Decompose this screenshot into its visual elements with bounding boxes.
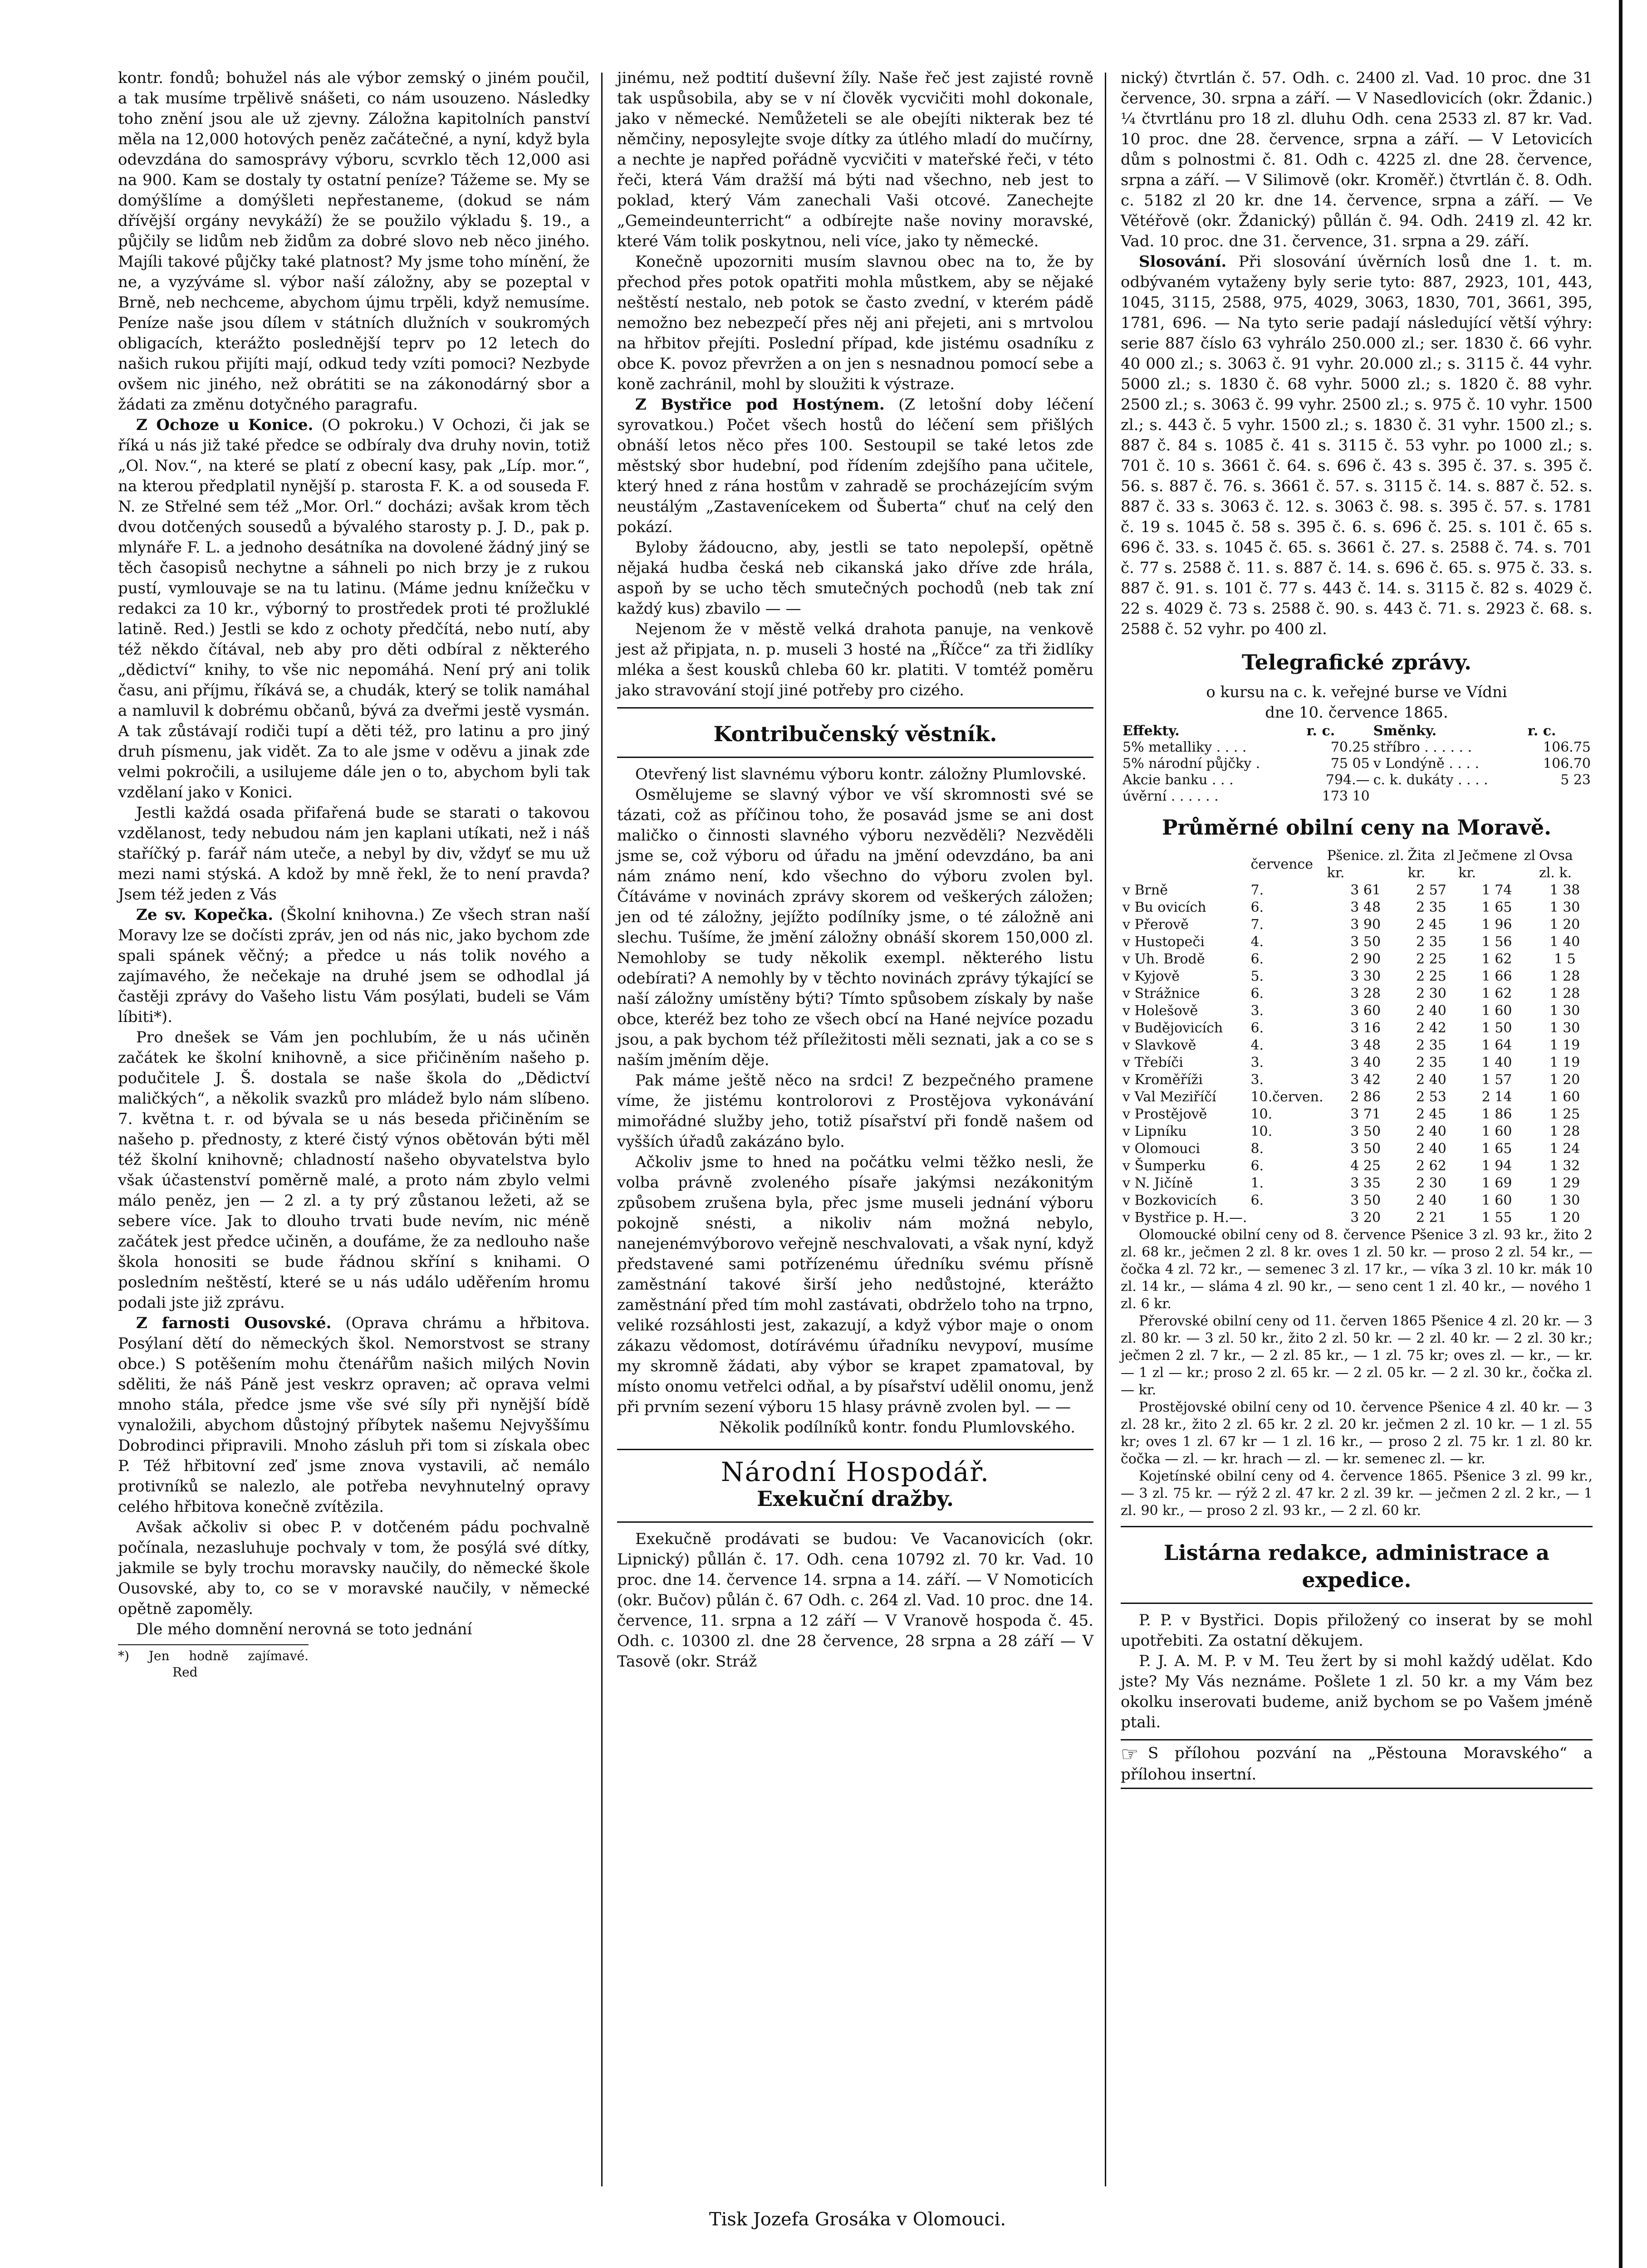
- table-cell: 1 30: [1549, 1003, 1580, 1019]
- article-slosovani: [1121, 252, 1593, 640]
- table-cell: 1 28: [1549, 1124, 1580, 1139]
- table-row: [1121, 1123, 1593, 1140]
- table-row: [1121, 968, 1593, 985]
- table-cell: 1 28: [1549, 968, 1580, 984]
- table-row: [1121, 985, 1593, 1002]
- table-cell: 1 60: [1481, 1124, 1512, 1139]
- table-cell: 2 45: [1416, 1106, 1446, 1122]
- article-heading: Z Ochoze u Konice.: [136, 416, 314, 434]
- table-cell: 1 60: [1481, 1003, 1512, 1019]
- table-cell: 6.: [1250, 899, 1264, 915]
- article-text: Otevřený list slavnému výboru kontr. záložny Plumlovské.: [635, 765, 1087, 783]
- footnote: [118, 1644, 309, 1681]
- table-cell: 1 28: [1549, 986, 1580, 1002]
- section-title: Kontribučenský věstník.: [713, 722, 997, 746]
- article-kopecek: [118, 905, 590, 1027]
- table-cell: 6.: [1250, 1020, 1264, 1036]
- table-cell: v Kroměříži: [1123, 1072, 1203, 1088]
- table-cell: [1249, 1209, 1325, 1227]
- table-cell: 1 69: [1481, 1175, 1512, 1191]
- table-cell: 1 20: [1549, 917, 1580, 933]
- table-cell: 5 23: [1560, 772, 1591, 788]
- table-header-cell: r. c.: [1527, 723, 1556, 739]
- table-cell: v Budějovicích: [1123, 1020, 1223, 1036]
- table-cell: 5% národní půjčky .: [1123, 756, 1260, 772]
- table-row: [1121, 788, 1593, 805]
- table-cell: 1 29: [1549, 1175, 1580, 1191]
- table-header-cell: Ovsa zl. k.: [1539, 848, 1573, 881]
- table-cell: 10.červen.: [1250, 1089, 1323, 1105]
- table-cell: v Bozkovicích: [1123, 1193, 1217, 1208]
- table-cell: 2 57: [1416, 882, 1446, 898]
- table-row: [1121, 1209, 1593, 1227]
- table-header-cell: Pšenice. zl. kr.: [1327, 848, 1404, 881]
- article-body: Při slosování úvěrních losů dne 1. t. m. odbývaném vytaženy byly serie tyto: 887, 2923, 101, 443, 1045, 3115, 2588, 975, 4029, 3063, 1830, 701, 3661, 395, 1781, 696. — Na tyto serie padají následující větší výhry: serie 887 číslo 63 vyhrálo 250.000 zl.; ser. 1830 č. 66 vyhr. 40 000 zl.; s. 3063 č. 91 vyhr. 20.000 zl.; s. 3115 č. 44 vyhr. 5000 zl.; s. 1830 č. 68 vyhr. 5000 zl.; s. 1820 č. 88 vyhr. 2500 zl.; s. 3063 č. 99 vyhr. 2500 zl.; s. 975 č. 10 vyhr. 1500 zl.; s. 443 č. 5 vyhr. 1500 zl.; s. 1830 č. 31 vyhr. 1500 zl.; s. 887 č. 84 s. 1085 č. 41 s. 3115 č. 53 vyhr. po 1000 zl.; s. 701 č. 10 s. 3661 č. 64. s. 696 č. 43 s. 395 č. 37. s. 395 č. 56. s. 887 č. 76. s. 3661 č. 57. s. 3115 č. 14. s. 887 č. 52. s. 887 č. 33 s. 3063 č. 12. s. 3063 č. 98. s. 395 č. 57. s. 1781 č. 19 s. 1045 č. 58 s. 395 č. 6. s. 696 č. 25. s. 101 č. 65 s. 696 č. 33. s. 1045 č. 65. s. 3661 č. 27. s. 2588 č. 74. s. 701 č. 77 s. 2588 č. 11. s. 887 č. 14. s. 696 č. 65. s. 975 č. 33. s. 887 č. 91. s. 101 č. 77 s. 443 č. 14. s. 3115 č. 82 s. 4029 č. 22 s. 4029 č. 73 s. 2588 č. 90. s. 443 č. 71. s. 2923 č. 68. s. 2588 č. 52 vyhr. po 400 zl.: [1121, 253, 1593, 638]
- table-cell: 1 62: [1481, 951, 1512, 967]
- prostejov-prices: Prostějovské obilní ceny od 10. července Pšenice 4 zl. 40 kr. — 3 zl. 28 kr., žito 2 zl. 65 kr. 2 zl. 20 kr. ječmen 2 zl. 10 kr. — 1 zl. 55 kr; oves 1 zl. 67 kr — 1 zl. 16 kr., — proso 2 zl. 75 kr. 1 zl. 80 kr. čočka — zl. — kr. hrach — zl. — kr. semenec zl. — kr.: [1121, 1399, 1593, 1467]
- table-cell: 1 65: [1481, 899, 1512, 915]
- table-row: [1121, 1089, 1593, 1106]
- table-row: [1121, 1020, 1593, 1037]
- table-cell: v Slavkově: [1123, 1037, 1196, 1053]
- table-row: [1121, 1158, 1593, 1175]
- table-cell: 1 96: [1481, 917, 1512, 933]
- national-economy-box: [617, 1449, 1093, 1523]
- table-cell: 7.: [1250, 917, 1264, 933]
- article-text: Nejenom že v městě velká drahota panuje, na venkově jest až připjata, n. p. museli 3 hosté na „Říčce“ za tři židlíky mléka a šest kousků chleba 60 kr. platiti. V tomtéž poměru jako stravování stojí jiné potřeby pro cizého.: [617, 620, 1093, 699]
- column-rule-1: [601, 73, 603, 2186]
- table-cell: v Strážnice: [1123, 986, 1200, 1002]
- table-header-cell: Žita zl kr.: [1407, 848, 1455, 881]
- table-cell: 4.: [1250, 934, 1264, 950]
- table-row: [1121, 1140, 1593, 1158]
- article-ochoz: [118, 415, 590, 803]
- table-cell: 3 48: [1350, 1037, 1381, 1053]
- table-cell: 2 62: [1416, 1158, 1446, 1174]
- table-cell: c. k. dukáty . . . .: [1373, 772, 1488, 788]
- table-header: [1121, 847, 1593, 882]
- listarna-item: P. P. v Bystřici. Dopis přiložený co inserat by se mohl upotřebiti. Za ostatní děkujem.: [1121, 1611, 1593, 1650]
- section-title: Telegrafické zprávy.: [1241, 650, 1472, 675]
- table-header-cell: Ječmene zl kr.: [1458, 848, 1535, 881]
- table-cell: v Prostějově: [1123, 1106, 1207, 1122]
- pointing-hand-icon: ☞: [1121, 1742, 1139, 1766]
- article-heading: Z farnosti Ousovské.: [136, 1314, 332, 1332]
- table-cell: 1 25: [1549, 1106, 1580, 1122]
- table-cell: 2 40: [1416, 1072, 1446, 1088]
- table-cell: 1 30: [1549, 1020, 1580, 1036]
- table-cell: 3 50: [1350, 1124, 1381, 1139]
- footnote-text: *) Jen hodně zajímavé.: [118, 1648, 309, 1663]
- table-cell: 3 50: [1350, 934, 1381, 950]
- column-rule-2: [1105, 73, 1106, 2186]
- article-heading: Slosování.: [1139, 253, 1227, 271]
- table-cell: v Bu ovicích: [1123, 899, 1206, 915]
- article-text: Pro dnešek se Vám jen pochlubím, že u nás učiněn začátek ke školní knihovně, a sice přičiněním našeho p. podučitele J. Š. dostala se naše škola do „Dědictví maličkých“, a několik svazků pro mládež bylo nám slíbeno. 7. května t. r. od bývala se u nás beseda přičiněním se našeho p. přednosty, z které čistý výnos obětován býti měl též školní knihovně; chladností našeho obyvatelstva bylo však účastenství poměrně malé, a proto nám zbylo velmi málo peněz, jen — 2 zl. a ty prý zůstanou ležeti, až se sebere více. Jak to dlouho trvati bude nevím, nic méně začátek jest předce učiněn, a doufáme, že za nedlouho naše škola honositi se bude řádnou skříní s knihami. O posledním neštěstí, které se u nás událo uděřením hromu podali jste již zprávu.: [118, 1028, 590, 1312]
- table-cell: 106.75: [1543, 739, 1591, 755]
- column-2: [617, 68, 1093, 1672]
- section-title: Průměrné obilní ceny na Moravě.: [1162, 815, 1552, 840]
- table-row: [1121, 951, 1593, 968]
- table-cell: 2 86: [1350, 1089, 1381, 1105]
- footnote-red: Red: [172, 1665, 198, 1680]
- table-cell: v Londýně . . . .: [1373, 756, 1480, 772]
- article-text: kontr. fondů; bohužel nás ale výbor zemský o jiném poučil, a tak musíme trpělivě snášeti, co nám usouzeno. Následky toho znění jsou ale už zjevny. Záložna kapitolních panství měla na 12,000 hotových peněz začátečné, a nyní, když byla odevzdána do samosprávy výboru, scvrklo těch 12,000 asi na 900. Kam se dostaly ty ostatní peníze? Tážeme se. My se domýšlíme a domýšleti nepřestaneme, (dokud se nám dřívější orgány nevykáží) že se použilo výkladu §. 19., a půjčily se lidům neb židům za dobré slovo neb něco jiného. Majíli takové půjčky také platnost? My jsme toho mínění, že ne, a vyzýváme sl. výbor naší záložny, aby se pozeptal v Brně, neb nechceme, abychom újmu trpěli, když nemusíme. Peníze naše jsou dílem v státních dlužních v soukromých obligacích, kterážto poslednější teprv po 12 letech do našich rukou přijíti mají, odkud tedy vzíti pomoci? Nezbyde ovšem nic jiného, než obrátiti se na zákonodárný sbor a žádati za změnu dotyčného paragrafu.: [118, 69, 590, 414]
- article-text: Ačkoliv jsme to hned na počátku velmi těžko nesli, že volba právně zvoleného písaře jakýmsi nezákonitým způsobem zrušena byla, přec jsme museli jednání výboru pokojně snésti, a nikoliv nám možná nebylo, nanejenémvýborovo veřejně neschvalovati, a však nyní, když představené sami potřízenému úředníku svému přísně zaměstnání takové širší jeho nedůstojné, kterážto zaměstnání před tím mohl zastávati, obdrželo toho na trpno, veliké rozsáhlosti jest, zakazují, a když výbor maje o onom zákazu vědomost, dotírávému úřadníku nevypoví, musíme my skromně žádati, aby výbor se krapet zpamatoval, by místo onomu vetřelci odňal, a by písařství udělil onomu, jenž při prvním sezení výboru 15 hlasy právně zvolen byl. — —: [617, 1153, 1093, 1416]
- table-cell: v Val Meziříčí: [1123, 1089, 1216, 1105]
- table-row: [1121, 1054, 1593, 1071]
- table-cell: 2 25: [1416, 968, 1446, 984]
- table-cell: 1 74: [1481, 882, 1512, 898]
- article-heading: Z Bystřice pod Hostýnem.: [635, 396, 885, 414]
- table-header-cell: července: [1250, 856, 1313, 872]
- table-cell: 2 21: [1416, 1210, 1446, 1226]
- table-cell: v Uh. Brodě: [1123, 951, 1205, 967]
- table-cell: 70.25: [1330, 739, 1370, 755]
- section-title: Národní Hospodář.: [721, 1457, 990, 1487]
- article-text: Osmělujeme se slavný výbor ve vší skromnosti své se tázati, což as příčinou toho, že posavád jsme se ani dost maličko o činnosti slavného výboru nezvěděli? Nezvěděli jsme se, což výboru od úřadu na jmění odevzdáno, ba ani nám známo není, kdo všechno do výboru zvolen byl. Čítáváme v novinách zprávy skorem od veškerých záložen; jen od té záložny, jejížto podílníky jsme, o té záložně ani slechu. Tušíme, že jmění záložny obnáší skorem 150,000 zl. Nemohloby se tudy několik exempl. některého listu odebírati? A nemohly by v těchto novinách zprávy týkající se naší záložny umístěny býti? Tímto spůsobem získaly by naše obce, kteréž bez toho ze všech obcí na Hané nejvíce pozadu jsou, a pak bychom též příležitosti měli seznati, jak a co se s naším jměním děje.: [617, 786, 1093, 1069]
- table-cell: 1 19: [1549, 1055, 1580, 1070]
- table-cell: 3.: [1250, 1072, 1264, 1088]
- telegraph-date: dne 10. července 1865.: [1265, 704, 1448, 722]
- table-row: [1121, 1002, 1593, 1020]
- table-row: [1121, 1106, 1593, 1123]
- table-cell: 10.: [1250, 1106, 1273, 1122]
- table-cell: 1 57: [1481, 1072, 1512, 1088]
- article-text: Byloby žádoucno, aby, jestli se tato nepolepší, opětně nějaká hudba česká neb cikanská jako dříve zde hrála, aspoň by se ucho těch smutečných pochodů (neb tak zní každý kus) zbavilo — —: [617, 538, 1093, 618]
- table-row: [1121, 756, 1593, 772]
- table-cell: 1 24: [1549, 1141, 1580, 1157]
- article-text: Exekučně prodávati se budou: Ve Vacanovicích (okr. Lipnický) půllán č. 17. Odh. cena 10792 zl. 70 kr. Vad. 10 proc. dne 14. července 14. srpna a 14. září. — V Nomoticích (okr. Bučov) půlán č. 67 Odh. c. 264 zl. Vad. 10 proc. dne 14. července, 11. srpna a 12 září — V Vranově hospoda č. 45. Odh. c. 10300 zl. dne 28 července, 28 srpna a 28 září — V Tasově (okr. Stráž: [617, 1530, 1093, 1671]
- table-cell: 3 60: [1350, 1003, 1381, 1019]
- table-cell: 1 55: [1481, 1210, 1512, 1226]
- table-row: [1121, 1071, 1593, 1089]
- table-row: [1121, 1175, 1593, 1192]
- table-cell: 2 42: [1416, 1020, 1446, 1036]
- table-cell: 4 25: [1350, 1158, 1381, 1174]
- table-cell: 1 60: [1481, 1193, 1512, 1208]
- table-cell: 1.: [1250, 1175, 1264, 1191]
- article-text: Konečně upozorniti musím slavnou obec na to, že by přechod přes potok opatřiti mohla můstkem, aby se nějaké neštěstí nestalo, neb potok se často zvední, v kterém pádě nemožno bez nebezpečí přes něj ani přejeti, ani s mrtvolou na hřbitov přejíti. Poslední případ, kde jistému osadníku z obce K. povoz převržen a on jen s nesnadnou pomocí sebe a koně zachránil, mohl by sloužiti k výstraze.: [617, 253, 1093, 393]
- table-cell: 2 14: [1481, 1089, 1512, 1105]
- table-row: [1121, 916, 1593, 934]
- table-cell: 1 20: [1549, 1072, 1580, 1088]
- table-cell: úvěrní . . . . . .: [1123, 788, 1219, 804]
- table-cell: 3 16: [1350, 1020, 1381, 1036]
- table-cell: 1 40: [1549, 934, 1580, 950]
- section-title: Listárna redakce, administrace a expedice.: [1163, 1540, 1550, 1592]
- article-body: (Oprava chrámu a hřbitova. Posýlaní dětí do německých škol. Nemorstvost se strany obce.) S potěšením mohu čtenářům našich milých Novin sděliti, že náš Páně jest veskrz opraven; ač oprava velmi mnoho stála, předce jsme vše své síly při nynější bídě vynaložili, abychom důstojný příbytek našemu Nejvyššímu Dobrodinci připravili. Mnoho zásluh při tom si získala obec P. Též hřbitovní zeď jsme znova vystavili, ač nemálo protivníků se nalezlo, ale potřeba nevyhnutelný opravy celého hřbitova konečně zvítězila.: [118, 1314, 590, 1516]
- table-cell: 1 50: [1481, 1020, 1512, 1036]
- table-cell: 6.: [1250, 951, 1264, 967]
- telegraph-subtitle: o kursu na c. k. veřejné burse ve Vídni: [1206, 683, 1507, 701]
- table-cell: 1 94: [1481, 1158, 1512, 1174]
- article-body: (O pokroku.) V Ochozi, či jak se říká u nás již také předce se odbíraly dva druhy novin, totiž „Ol. Nov.“, na které se platí z obecní kasy, pak „Líp. mor.“, na kterou předplatil nynější p. starosta F. K. a od souseda F. N. ze Střelné sem též „Mor. Orl.“ docházi; avšak krom těch dvou dotčených sousedů a bývalého starosty p. J. D., pak p. mlynáře F. L. a jednoho desátníka na dovolené žádný jiný se těch časopisů nechytne a sáhneli po nich brzy je z rukou pustí, vymlouvaje se na tu latinu. (Máme jednu knížečku v redakci za 10 kr., výborný to prostředek proti té prožluklé latině. Red.) Jestli se kdo z ochoty předčítá, nebo nutí, aby též někdo čítával, neb aby pro děti odbíral z některého „dědictví“ knihy, to vše nic nepomáhá. Není prý ani tolik času, ani příjmu, říkává se, a chudák, který se tolik namáhal a namluvil k dobrému občanů, bývá za dveřmi jestě vysmán. A tak zůstávají rodiči tupí a děti též, pro latinu a pro jiný druh písmenu, jak vidět. Za to ale jsme v oděvu a jinak zde velmi pokročili, a usilujeme dále jen o to, abychom byli tak vzdělaní jako v Konici.: [118, 416, 590, 802]
- table-row: [1121, 882, 1593, 899]
- table-cell: [1526, 788, 1593, 805]
- table-row: [1121, 739, 1593, 756]
- table-cell: stříbro . . . . . .: [1373, 739, 1472, 755]
- table-cell: 2 40: [1416, 1193, 1446, 1208]
- table-cell: 3 90: [1350, 917, 1381, 933]
- table-cell: v Holešově: [1123, 1003, 1198, 1019]
- table-cell: 6.: [1250, 1158, 1264, 1174]
- table-cell: 2 35: [1416, 1055, 1446, 1070]
- table-cell: v Přerově: [1123, 917, 1189, 933]
- table-cell: 1 30: [1549, 899, 1580, 915]
- table-cell: 2 40: [1416, 1141, 1446, 1157]
- column-1: [118, 68, 590, 1681]
- grain-table: [1121, 847, 1593, 1227]
- table-row: [1121, 934, 1593, 951]
- table-cell: 2 35: [1416, 1037, 1446, 1053]
- table-cell: 3 40: [1350, 1055, 1381, 1070]
- table-cell: 3 50: [1350, 1141, 1381, 1157]
- table-cell: 1 65: [1481, 1141, 1512, 1157]
- notice-text: S přílohou pozvání na „Pěstouna Moravského“ a přílohou insertní.: [1121, 1744, 1593, 1784]
- section-title-box: [617, 707, 1093, 758]
- table-cell: 8.: [1250, 1141, 1264, 1157]
- article-body: (Školní knihovna.) Ze všech stran naší Moravy lze se dočísti zpráv, jen od nás nic, jako bychom zde spali spánek věčný; a předce u nás tolik nového a zajímavého, že nečekaje na druhé jsem se odhodlal já častěji zprávy do Vašeho listu Vám posýlati, budeli se Vám líbiti*).: [118, 906, 590, 1026]
- table-cell: v Olomouci: [1123, 1141, 1200, 1157]
- table-cell: 1 5: [1554, 951, 1576, 967]
- table-cell: 1 64: [1481, 1037, 1512, 1053]
- table-cell: v Hustopeči: [1123, 934, 1205, 950]
- page-edge-bar: [1619, 0, 1622, 2268]
- table-row: [1121, 899, 1593, 916]
- table-cell: 1 38: [1549, 882, 1580, 898]
- table-cell: 5.: [1250, 968, 1264, 984]
- table-cell: 2 45: [1416, 917, 1446, 933]
- table-cell: v Lipníku: [1123, 1124, 1187, 1139]
- table-cell: v N. Jičíně: [1123, 1175, 1193, 1191]
- table-cell: 2 35: [1416, 899, 1446, 915]
- table-cell: 3 20: [1350, 1210, 1381, 1226]
- table-cell: 1 56: [1481, 934, 1512, 950]
- table-row: [1121, 772, 1593, 788]
- table-cell: 1 66: [1481, 968, 1512, 984]
- table-cell: 5% metalliky . . . .: [1123, 739, 1247, 755]
- table-row: [1121, 1192, 1593, 1209]
- article-text: Jestli každá osada přifařená bude se starati o takovou vzdělanost, tedy nebudou nám jen kaplani utíkati, než i náš staříčký p. farář nám uteče, a nebyl by div, vždyť se mu už mezi nami stýská. A kdož by mně řekl, že to není pravda? Jsem též jeden z Vás: [118, 804, 590, 904]
- exchange-table: [1121, 723, 1593, 805]
- table-cell: 3.: [1250, 1055, 1264, 1070]
- table-cell: [1372, 788, 1526, 805]
- table-cell: 1 19: [1549, 1037, 1580, 1053]
- table-cell: 3 61: [1350, 882, 1381, 898]
- prerov-prices: Přerovské obilní ceny od 11. červen 1865 Pšenice 4 zl. 20 kr. — 3 zl. 80 kr. — 3 zl. 50 kr., žito 2 zl. 50 kr. — 2 zl. 40 kr. — 2 zl. 30 kr.; ječmen 2 zl. 7 kr., — 2 zl. 85 kr., — 1 zl. 75 kr; oves zl. — kr., — kr. — 1 zl — kr.; proso 2 zl. 65 kr. — 2 zl. 05 kr. — 2 zl. 30 kr., čočka zl. — kr.: [1121, 1313, 1593, 1398]
- table-header-cell: [1121, 847, 1249, 882]
- article-text: Avšak ačkoliv si obec P. v dotčeném pádu pochvalně počínala, nezasluhuje pochvaly v tom, že posýlá své dítky, jakmile se byly trochu moravsky naučily, do německé škole Ousovské, aby to, co se v moravské naučily, v německé opětně zapoměly.: [118, 1518, 590, 1618]
- listarna-box: [1121, 1526, 1593, 1604]
- table-cell: v Brně: [1123, 882, 1168, 898]
- table-cell: 1 86: [1481, 1106, 1512, 1122]
- article-text: Pak máme ještě něco na srdci! Z bezpečného pramene víme, že jistému kontrolorovi z Prostějova vykonávání mimořádné služby jeho, totiž písařství při fondě našem od vyšších úřadů zakázáno bylo.: [617, 1071, 1093, 1151]
- table-cell: v Bystřice p. H.—.: [1123, 1210, 1247, 1226]
- table-cell: 2 25: [1416, 951, 1446, 967]
- table-cell: 2 30: [1416, 1175, 1446, 1191]
- olomouc-prices: Olomoucké obilní ceny od 8. července Pšenice 3 zl. 93 kr., žito 2 zl. 68 kr., ječmen 2 zl. 8 kr. oves 1 zl. 50 kr. — proso 2 zl. 54 kr., — čočka 4 zl. 72 kr., — semenec 3 zl. 17 kr., — víka 3 zl. 10 kr. mák 10 zl. 14 kr., — sláma 4 zl. 90 kr., — seno cent 1 zl. 40 kr., — nového 1 zl. 6 kr.: [1121, 1227, 1593, 1312]
- article-text: Dle mého domnění nerovná se toto jednání: [136, 1620, 472, 1638]
- table-cell: 2 30: [1416, 986, 1446, 1002]
- article-bystrice: [617, 395, 1093, 538]
- table-cell: v Kyjově: [1123, 968, 1180, 984]
- table-header-cell: r. c.: [1306, 723, 1335, 739]
- article-ousov: [118, 1313, 590, 1517]
- table-row: [1121, 1037, 1593, 1054]
- table-cell: 2 90: [1350, 951, 1381, 967]
- table-header-cell: Effekty.: [1123, 723, 1180, 739]
- table-cell: 173 10: [1322, 788, 1370, 804]
- table-cell: v Třebíči: [1123, 1055, 1183, 1070]
- notice: [1121, 1743, 1593, 1785]
- table-cell: 4.: [1250, 1037, 1264, 1053]
- table-cell: 1 20: [1549, 1210, 1580, 1226]
- table-cell: 3 30: [1350, 968, 1381, 984]
- imprint: Tisk Jozefa Grosáka v Olomouci.: [709, 2209, 1006, 2230]
- table-cell: 3 35: [1350, 1175, 1381, 1191]
- table-cell: 3.: [1250, 1003, 1264, 1019]
- table-cell: 3 71: [1350, 1106, 1381, 1122]
- table-cell: 6.: [1250, 986, 1264, 1002]
- article-text: nický) čtvrtlán č. 57. Odh. c. 2400 zl. Vad. 10 proc. dne 31 července, 30. srpna a září. — V Nasedlovicích (okr. Ždanic.) ¼ čtvrtlánu pro 18 zl. dluhu Odh. cena 2533 zl. 87 kr. Vad. 10 proc. dne 28. července, srpna a září. — V Letovicích dům s polnostmi č. 81. Odh c. 4225 zl. dne 28. července, srpna a září. — V Silimově (okr. Kroměř.) čtvrtlán č. 8. Odh. c. 5182 zl 20 kr. dne 14. července, srpna a září. — Ve Větéřově (okr. Ždanický) půllán č. 94. Odh. 2419 zl. 42 kr. Vad. 10 proc. dne 31. července, 31. srpna a 29. září.: [1121, 69, 1593, 250]
- column-3: [1121, 68, 1593, 1795]
- table-cell: 3 50: [1350, 1193, 1381, 1208]
- table-cell: 3 28: [1350, 986, 1381, 1002]
- table-header-cell: Směnky.: [1373, 723, 1437, 739]
- article-body: (Z letošní doby léčení syrovatkou.) Počet všech hostů do léčení sem přišlých obnáší letos něco přes 100. Sestoupil se také letos zde městský sbor hudební, pod řídením zdejšího pana učitele, který hned z rána hostům v zahradě se procházejícím svým neustálým „Zastavenícekem od Šuberta“ chuť na celý den pokází.: [617, 396, 1094, 536]
- table-cell: Akcie banku . . .: [1123, 772, 1234, 788]
- newspaper-page: [118, 68, 1593, 2245]
- table-cell: 2 40: [1416, 1003, 1446, 1019]
- table-cell: 1 60: [1549, 1089, 1580, 1105]
- table-cell: 1 62: [1481, 986, 1512, 1002]
- kojetin-prices: Kojetínské obilní ceny od 4. července 1865. Pšenice 3 zl. 99 kr., — 3 zl. 75 kr. — rýž 2 zl. 47 kr. 2 zl. 39 kr. — ječmen 2 zl. 2 kr., — 1 zl. 90 kr., — proso 2 zl. 93 kr., — 2 zl. 60 kr.: [1121, 1468, 1593, 1519]
- table-cell: 2 35: [1416, 934, 1446, 950]
- table-cell: 6.: [1250, 1193, 1264, 1208]
- table-cell: 794.—: [1325, 772, 1370, 788]
- signature: Několik podílníků kontr. fondu Plumlovského.: [719, 1418, 1075, 1437]
- table-cell: 1 30: [1549, 1193, 1580, 1208]
- article-text: jinému, než podtití duševní žíly. Naše řeč jest zajisté rovně tak uspůsobila, aby se v ní člověk vycvičiti mohl dokonale, jako v německé. Nemůžeteli se ale obejíti nikterak bez té němčiny, neposylejte svoje dítky za útlého mladí do mučírny, a nechte je napřed pořádně vycvičiti v mateřské řeči, v této řeči, která Vám dražší má býti nad všechno, neb jest to poklad, který Vám zanechali Vaši otcové. Zanechejte „Gemeindeunterricht“ a odbírejte naše noviny moravské, které Vám tolik poskytnou, neli více, jako ty německé.: [617, 69, 1093, 250]
- table-cell: 2 40: [1416, 1124, 1446, 1139]
- notice-box: [1121, 1739, 1593, 1789]
- table-cell: 7.: [1250, 882, 1264, 898]
- table-cell: v Šumperku: [1123, 1158, 1206, 1174]
- table-cell: 106.70: [1543, 756, 1591, 772]
- section-subtitle: Exekuční dražby.: [757, 1486, 954, 1511]
- table-cell: 3 42: [1350, 1072, 1381, 1088]
- table-cell: 1 32: [1549, 1158, 1580, 1174]
- table-header: [1121, 723, 1593, 739]
- article-heading: Ze sv. Kopečka.: [136, 906, 274, 924]
- table-cell: 10.: [1250, 1124, 1273, 1139]
- table-cell: 2 53: [1416, 1089, 1446, 1105]
- table-cell: 1 40: [1481, 1055, 1512, 1070]
- table-cell: 3 48: [1350, 899, 1381, 915]
- table-cell: 75 05: [1330, 756, 1370, 772]
- listarna-item: P. J. A. M. P. v M. Teu žert by si mohl každý udělat. Kdo jste? My Vás neznáme. Pošlete 1 zl. 50 kr. a my Vám bez okolku inserovati budeme, aniž bychom se po Vašem jméně ptali.: [1121, 1652, 1593, 1731]
